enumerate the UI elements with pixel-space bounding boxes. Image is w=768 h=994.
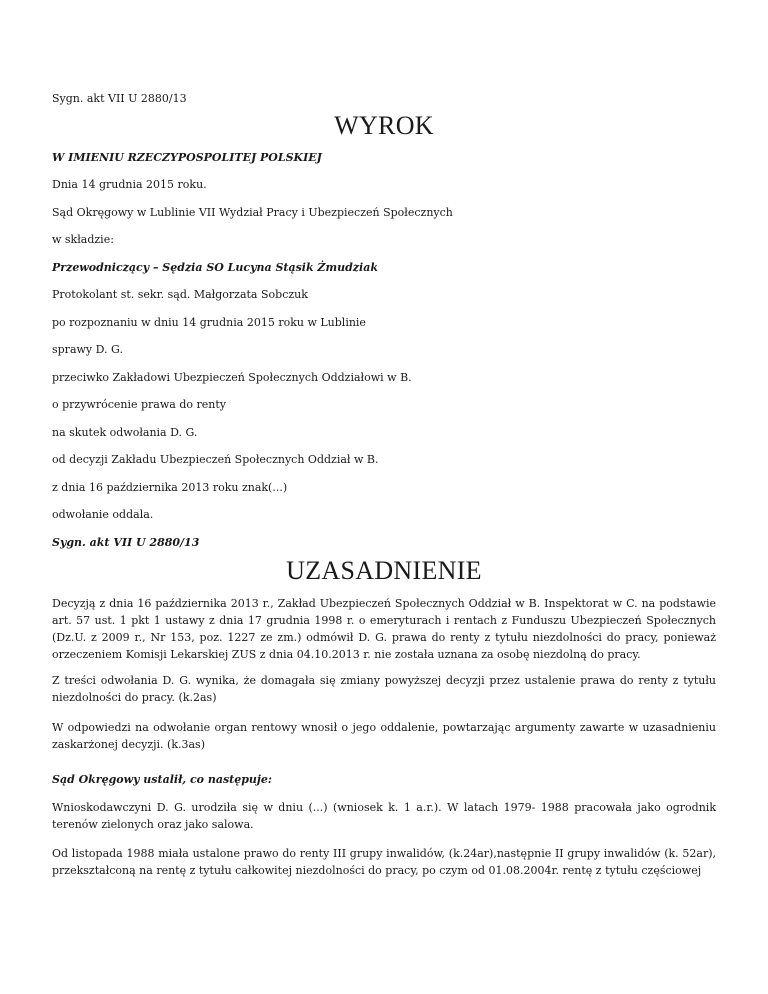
subject-line: o przywrócenie prawa do renty	[52, 398, 226, 411]
hearing-line: po rozpoznaniu w dniu 14 grudnia 2015 roku w Lublinie	[52, 316, 366, 329]
case-number-second: Sygn. akt VII U 2880/13	[52, 536, 200, 549]
case-of-line: sprawy D. G.	[52, 343, 123, 356]
decision-date-line: z dnia 16 października 2013 roku znak(...)	[52, 481, 288, 494]
justification-paragraph-1: Decyzją z dnia 16 października 2013 r., Zakład Ubezpieczeń Społecznych Oddział w B. Inspektorat w C. na podstawie art. 57 ust. 1 pkt 1 ustawy z dnia 17 grudnia 1998 r. o emeryturach i rentach z Funduszu Ubezpieczeń Społecznych (Dz.U. z 2009 r., Nr 153, poz. 1227 ze zm.) odmówił D. G. prawa do renty z tytułu niezdolności do pracy, ponieważ orzeczeniem Komisji Lekarskiej ZUS z dnia 04.10.2013 r. nie została uznana za osobę niezdolną do pracy.	[52, 597, 716, 661]
against-line: przeciwko Zakładowi Ubezpieczeń Społecznych Oddziałowi w B.	[52, 371, 412, 384]
composition-line: w składzie:	[52, 233, 114, 246]
justification-paragraph-3: W odpowiedzi na odwołanie organ rentowy wnosił o jego oddalenie, powtarzając argumenty zawarte w uzasadnieniu zaskarżonej decyzji. (k.3as)	[52, 721, 716, 751]
in-the-name-heading: W IMIENIU RZECZYPOSPOLITEJ POLSKIEJ	[52, 151, 322, 164]
justification-paragraph-2: Z treści odwołania D. G. wynika, że domagała się zmiany powyższej decyzji przez ustalenie prawa do renty z tytułu niezdolności do pracy. (k.2as)	[52, 674, 716, 704]
ruling-line: odwołanie oddala.	[52, 508, 154, 521]
date-line: Dnia 14 grudnia 2015 roku.	[52, 178, 207, 191]
court-line: Sąd Okręgowy w Lublinie VII Wydział Pracy i Ubezpieczeń Społecznych	[52, 206, 453, 219]
justification-title: UZASADNIENIE	[286, 556, 482, 585]
decision-line: od decyzji Zakładu Ubezpieczeń Społecznych Oddział w B.	[52, 453, 379, 466]
appeal-line: na skutek odwołania D. G.	[52, 426, 198, 439]
findings-paragraph-1: Wnioskodawczyni D. G. urodziła się w dniu (...) (wniosek k. 1 a.r.). W latach 1979- 1988 pracowała jako ogrodnik terenów zielonych oraz jako salowa.	[52, 801, 716, 831]
findings-paragraph-2: Od listopada 1988 miała ustalone prawo do renty III grupy inwalidów, (k.24ar),następnie II grupy inwalidów (k. 52ar), przekształconą na rentę z tytułu całkowitej niezdolności do pracy, po czym od 01.08.2004r. rentę z tytułu częściowej	[52, 847, 716, 877]
judgment-title: WYROK	[334, 111, 434, 140]
findings-heading: Sąd Okręgowy ustalił, co następuje:	[52, 773, 272, 786]
clerk-line: Protokolant st. sekr. sąd. Małgorzata Sobczuk	[52, 288, 308, 301]
case-number-top: Sygn. akt VII U 2880/13	[52, 92, 187, 105]
presiding-judge-line: Przewodniczący – Sędzia SO Lucyna Stąsik Żmudziak	[52, 261, 378, 274]
